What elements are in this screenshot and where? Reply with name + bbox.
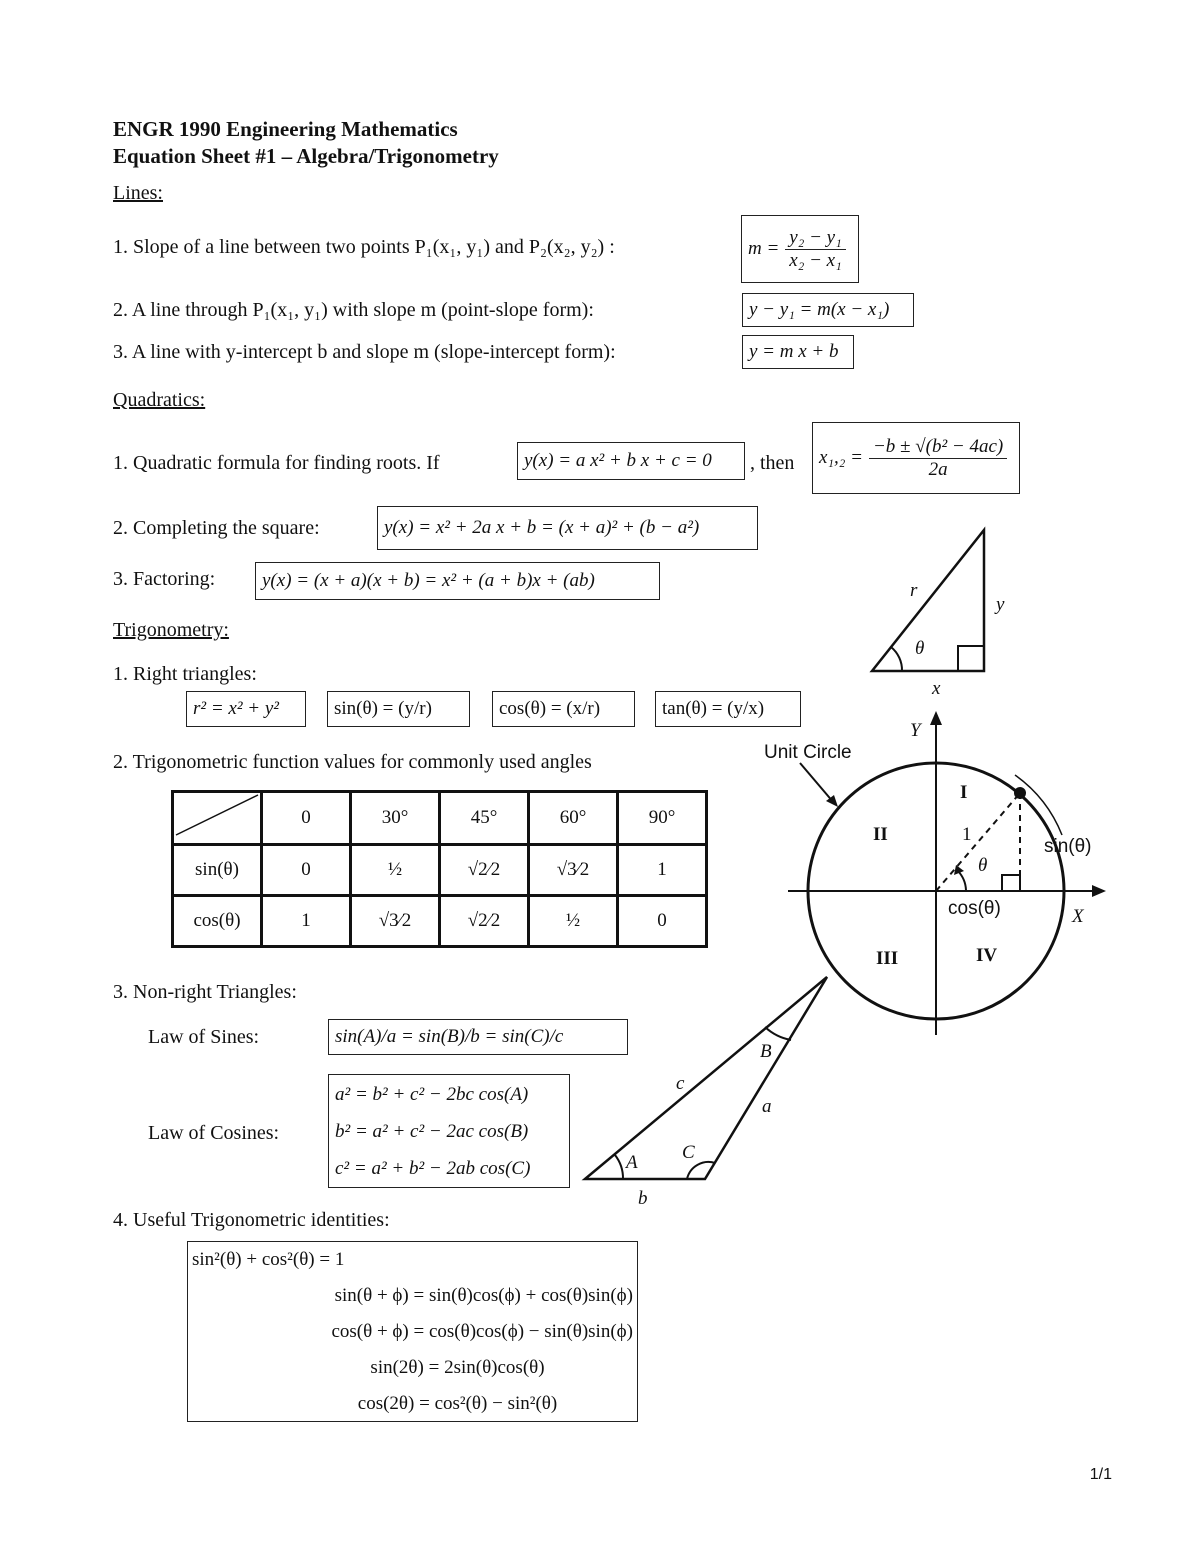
unit-circle-label: Unit Circle	[764, 742, 852, 763]
table-header-cell: 30°	[351, 792, 440, 845]
quadrant-1-label: I	[960, 782, 968, 803]
quadratics-item-3: 3. Factoring:	[113, 568, 216, 590]
quadratic-equation-box: y(x) = a x² + b x + c = 0	[517, 442, 745, 480]
unit-circle-x-axis-label: X	[1072, 906, 1084, 927]
identities-label: 4. Useful Trigonometric identities:	[113, 1209, 390, 1231]
page-number: 1/1	[1089, 1466, 1112, 1483]
angle-C-label: C	[682, 1142, 695, 1163]
cosine-def-box: cos(θ) = (x/r)	[492, 691, 635, 727]
table-header-cell: 60°	[529, 792, 618, 845]
slope-intercept-box: y = m x + b	[742, 335, 854, 369]
table-cell: 0	[618, 896, 707, 947]
doc-title: ENGR 1990 Engineering Mathematics	[113, 117, 458, 141]
table-header-cell: 90°	[618, 792, 707, 845]
law-cosines-c: c² = a² + b² − 2ab cos(C)	[335, 1157, 531, 1179]
slope-denominator: x₂ − x₁	[789, 249, 842, 271]
oblique-triangle-figure	[575, 965, 845, 1190]
quadrant-3-label: III	[876, 948, 899, 969]
point-slope-box: y − y₁ = m(x − x₁)	[742, 293, 914, 327]
table-cell: √3⁄2	[351, 896, 440, 947]
slope-formula-box	[741, 215, 859, 283]
table-row	[173, 845, 707, 896]
slope-lhs: m =	[748, 238, 780, 259]
roots-numerator: −b ± √(b² − 4ac)	[869, 436, 1007, 459]
angle-A-label: A	[626, 1152, 638, 1173]
roots-denominator: 2a	[928, 458, 948, 480]
table-header-cell: 0	[262, 792, 351, 845]
trig-values-table	[171, 790, 708, 948]
identity-sin-sum: sin(θ + ϕ) = sin(θ)cos(ϕ) + cos(θ)sin(ϕ)	[334, 1284, 633, 1306]
table-cell: √2⁄2	[440, 896, 529, 947]
quadrant-4-label: IV	[976, 945, 998, 966]
sine-def-box: sin(θ) = (y/r)	[327, 691, 470, 727]
unit-circle-sin-label: sin(θ)	[1044, 836, 1092, 857]
table-row	[173, 896, 707, 947]
section-trig-heading: Trigonometry:	[113, 619, 229, 641]
side-b-label: b	[638, 1188, 648, 1209]
section-quadratics-heading: Quadratics:	[113, 389, 206, 411]
unit-circle-cos-label: cos(θ)	[948, 898, 1001, 919]
identity-cos-double: cos(2θ) = cos²(θ) − sin²(θ)	[357, 1392, 558, 1414]
completing-square-box: y(x) = x² + 2a x + b = (x + a)² + (b − a²)	[377, 506, 758, 550]
identity-sin-double: sin(2θ) = 2sin(θ)cos(θ)	[370, 1356, 545, 1378]
table-corner-cell	[173, 792, 262, 845]
table-header-cell: 45°	[440, 792, 529, 845]
unit-radius-label: 1	[962, 824, 972, 845]
slope-numerator: y₂ − y₁	[785, 227, 845, 250]
side-c-label: c	[676, 1073, 685, 1094]
table-cell: 1	[618, 845, 707, 896]
right-triangle-r-label: r	[910, 580, 918, 601]
unit-circle-y-axis-label: Y	[910, 720, 921, 741]
law-cosines-b: b² = a² + c² − 2ac cos(B)	[335, 1120, 529, 1142]
identities-box	[187, 1241, 638, 1422]
table-cell: √2⁄2	[440, 845, 529, 896]
law-sines-box: sin(A)/a = sin(B)/b = sin(C)/c	[328, 1019, 628, 1055]
law-sines-label: Law of Sines:	[148, 1026, 260, 1048]
table-cell: 0	[262, 845, 351, 896]
diagonal-line-icon	[174, 793, 260, 837]
quadratic-then: , then	[750, 452, 795, 474]
right-triangle-x-label: x	[932, 678, 941, 699]
trig-table-caption: 2. Trigonometric function values for commonly used angles	[113, 751, 592, 773]
law-cosines-label: Law of Cosines:	[148, 1122, 280, 1144]
lines-item-3: 3. A line with y-intercept b and slope m (slope-intercept form):	[113, 341, 616, 363]
section-lines-heading: Lines:	[113, 182, 163, 204]
table-row-label: cos(θ)	[173, 896, 262, 947]
roots-fraction	[869, 436, 1007, 481]
law-cosines-a: a² = b² + c² − 2bc cos(A)	[335, 1083, 529, 1105]
doc-subtitle: Equation Sheet #1 – Algebra/Trigonometry	[113, 144, 499, 168]
identity-pythagorean: sin²(θ) + cos²(θ) = 1	[192, 1248, 345, 1270]
lines-item-2: 2. A line through P₁(x₁, y₁) with slope m (point-slope form):	[113, 299, 594, 321]
table-cell: 1	[262, 896, 351, 947]
law-cosines-box	[328, 1074, 570, 1188]
table-header-row	[173, 792, 707, 845]
quadrant-2-label: II	[873, 824, 888, 845]
table-cell: ½	[529, 896, 618, 947]
pythagoras-box: r² = x² + y²	[186, 691, 306, 727]
table-cell: ½	[351, 845, 440, 896]
identity-cos-sum: cos(θ + ϕ) = cos(θ)cos(ϕ) − sin(θ)sin(ϕ)	[331, 1320, 633, 1342]
roots-lhs: x₁,₂ =	[819, 447, 863, 468]
quadratics-item-1: 1. Quadratic formula for finding roots. If	[113, 452, 440, 474]
lines-item-1: 1. Slope of a line between two points P₁(x₁, y₁) and P₂(x₂, y₂) :	[113, 236, 615, 258]
angle-B-label: B	[760, 1041, 772, 1062]
nonright-label: 3. Non-right Triangles:	[113, 981, 297, 1003]
right-triangle-theta-label: θ	[915, 638, 925, 659]
right-triangle-y-label: y	[996, 594, 1005, 615]
right-triangles-label: 1. Right triangles:	[113, 663, 257, 685]
quadratic-formula-box	[812, 422, 1020, 494]
factoring-box: y(x) = (x + a)(x + b) = x² + (a + b)x + (ab)	[255, 562, 660, 600]
slope-fraction	[785, 227, 845, 272]
side-a-label: a	[762, 1096, 772, 1117]
tangent-def-box: tan(θ) = (y/x)	[655, 691, 801, 727]
quadratics-item-2: 2. Completing the square:	[113, 517, 320, 539]
unit-circle-theta-label: θ	[978, 855, 988, 876]
table-cell: √3⁄2	[529, 845, 618, 896]
table-row-label: sin(θ)	[173, 845, 262, 896]
